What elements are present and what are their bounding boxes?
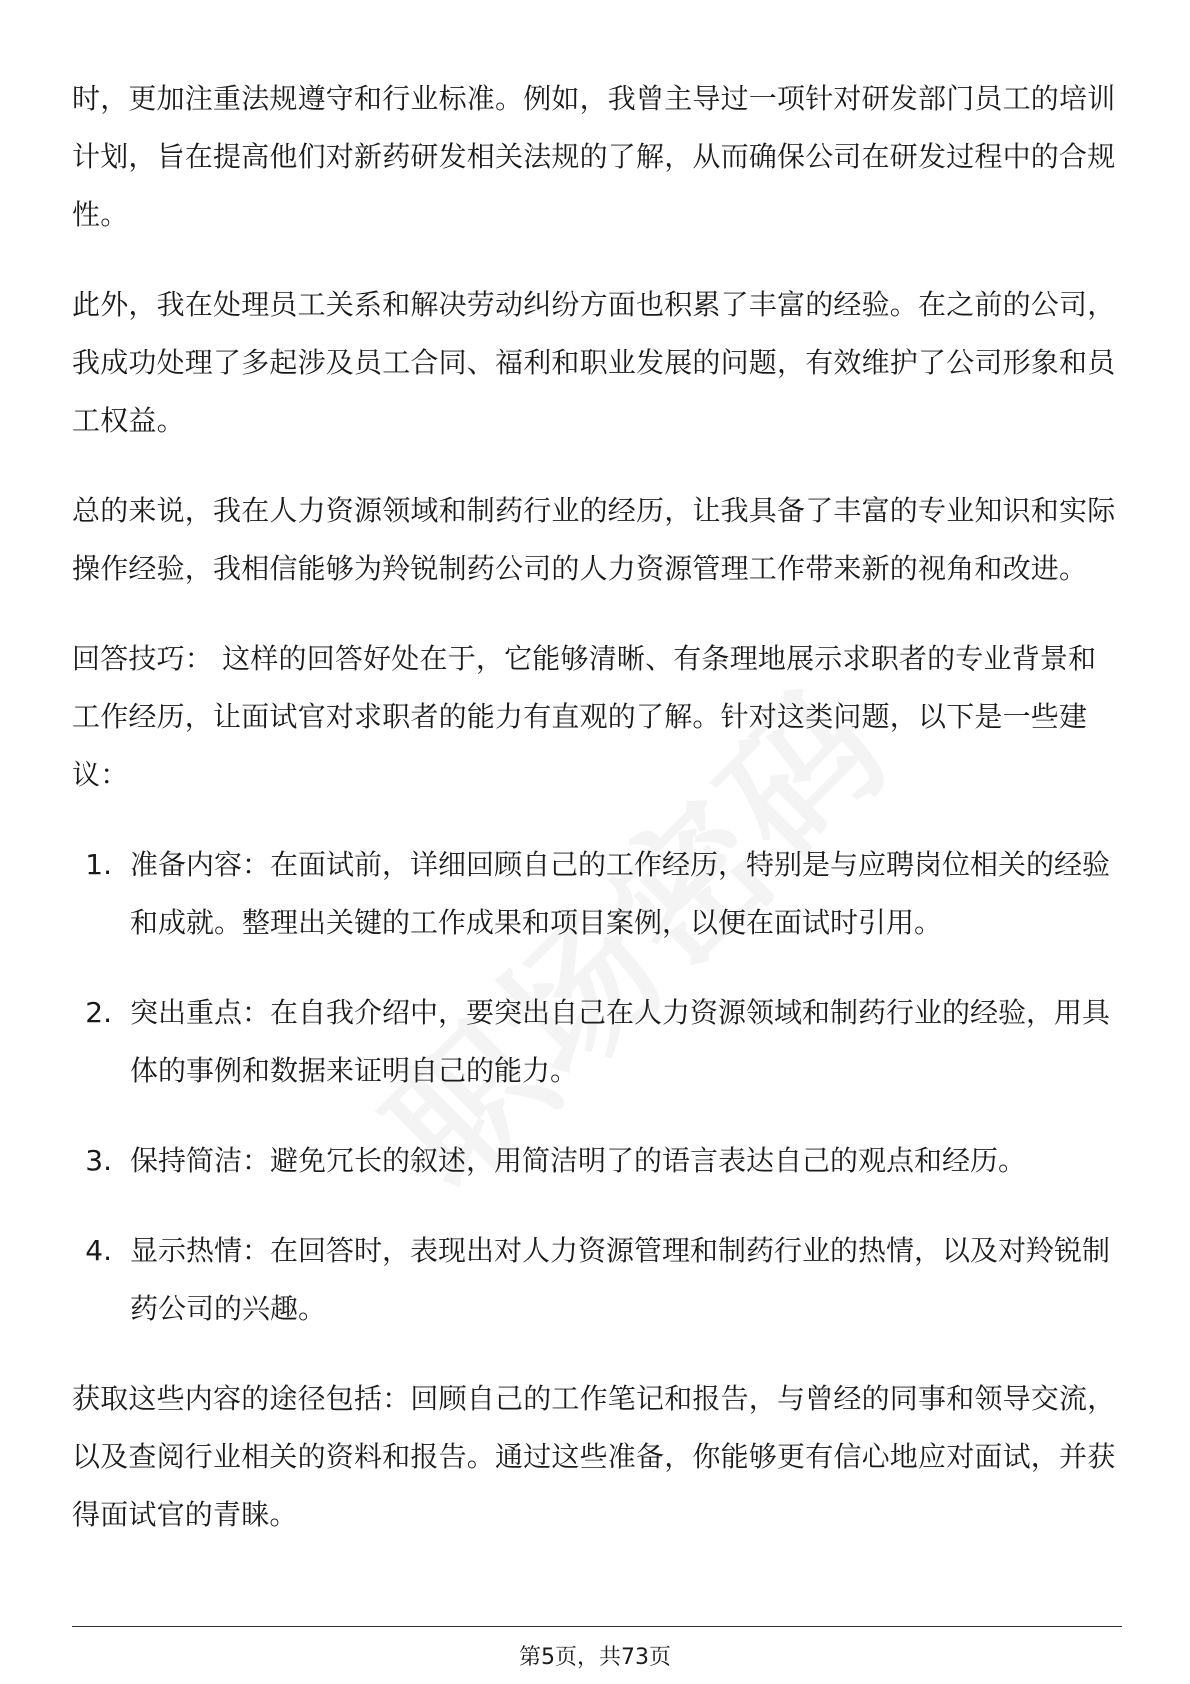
list-item	[72, 1222, 1122, 1338]
footer-divider	[72, 1626, 1122, 1627]
list-item-number: 4.	[85, 1234, 112, 1267]
list-item	[72, 1132, 1122, 1190]
list-item-number: 2.	[85, 996, 112, 1029]
list-item-text: 突出重点：在自我介绍中，要突出自己在人力资源领域和制药行业的经验，用具体的事例和数据来证明自己的能力。	[130, 996, 1111, 1087]
tips-list	[72, 836, 1122, 1338]
document-body	[72, 70, 1122, 1576]
paragraph-sources: 获取这些内容的途径包括：回顾自己的工作笔记和报告，与曾经的同事和领导交流，以及查阅行业相关的资料和报告。通过这些准备，你能够更有信心地应对面试，并获得面试官的青睐。	[72, 1382, 1116, 1531]
paragraph-employee-relations: 此外，我在处理员工关系和解决劳动纠纷方面也积累了丰富的经验。在之前的公司，我成功处理了多起涉及员工合同、福利和职业发展的问题，有效维护了公司形象和员工权益。	[72, 288, 1116, 437]
list-item-text: 准备内容：在面试前，详细回顾自己的工作经历，特别是与应聘岗位相关的经验和成就。整理出关键的工作成果和项目案例，以便在面试时引用。	[130, 848, 1111, 939]
page-number: 第5页，共73页	[519, 1645, 671, 1670]
list-item-number: 1.	[85, 848, 112, 881]
list-item-text: 显示热情：在回答时，表现出对人力资源管理和制药行业的热情，以及对羚锐制药公司的兴趣。	[130, 1234, 1111, 1325]
list-item	[72, 836, 1122, 952]
paragraph-compliance: 时，更加注重法规遵守和行业标准。例如，我曾主导过一项针对研发部门员工的培训计划，旨在提高他们对新药研发相关法规的了解，从而确保公司在研发过程中的合规性。	[72, 82, 1116, 231]
paragraph-answer-tips: 回答技巧： 这样的回答好处在于，它能够清晰、有条理地展示求职者的专业背景和工作经历，让面试官对求职者的能力有直观的了解。针对这类问题，以下是一些建议：	[72, 642, 1097, 791]
list-item-text: 保持简洁：避免冗长的叙述，用简洁明了的语言表达自己的观点和经历。	[130, 1144, 1027, 1177]
list-item-number: 3.	[85, 1144, 112, 1177]
list-item	[72, 984, 1122, 1100]
paragraph-summary: 总的来说，我在人力资源领域和制药行业的经历，让我具备了丰富的专业知识和实际操作经验，我相信能够为羚锐制药公司的人力资源管理工作带来新的视角和改进。	[72, 494, 1116, 585]
